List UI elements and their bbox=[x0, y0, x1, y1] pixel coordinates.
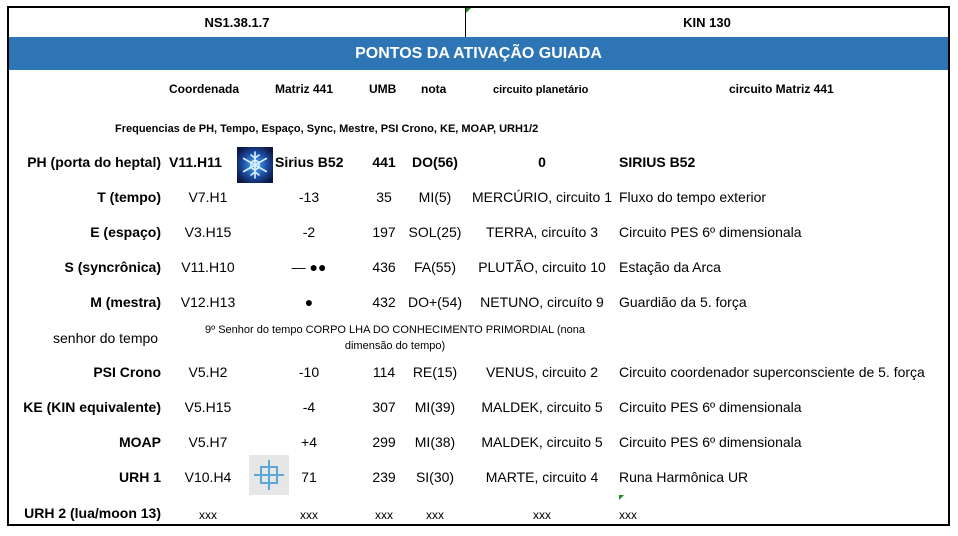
row-7-matriz[interactable]: -4 bbox=[302, 399, 316, 415]
comment-marker-icon bbox=[466, 8, 471, 13]
col-header-planetario[interactable]: circuito planetário bbox=[493, 84, 589, 96]
row-2-circuito[interactable]: Fluxo do tempo exterior bbox=[619, 189, 767, 205]
row-2-nota[interactable]: MI(5) bbox=[418, 189, 452, 205]
row-1-label[interactable]: PH (porta do heptal) bbox=[27, 154, 161, 170]
row-1-matriz[interactable]: Sirius B52 bbox=[275, 154, 344, 170]
row-4-circuito[interactable]: Estação da Arca bbox=[619, 259, 721, 275]
row-5-umb[interactable]: 432 bbox=[372, 294, 396, 310]
row-2-coord[interactable]: V7.H1 bbox=[188, 189, 228, 205]
row-1-nota[interactable]: DO(56) bbox=[412, 154, 458, 170]
row-7-planetario[interactable]: MALDEK, circuito 5 bbox=[481, 399, 603, 415]
row-4-coord[interactable]: V11.H10 bbox=[181, 259, 235, 275]
header-right-cell[interactable]: KIN 130 bbox=[683, 15, 731, 30]
row-6-planetario[interactable]: VENUS, circuito 2 bbox=[485, 364, 599, 380]
page-title: PONTOS DA ATIVAÇÃO GUIADA bbox=[9, 37, 948, 70]
row-3-label[interactable]: E (espaço) bbox=[90, 224, 161, 240]
row-10-umb[interactable]: xxx bbox=[375, 508, 393, 522]
row-8-umb[interactable]: 299 bbox=[372, 434, 396, 450]
row-10-planetario[interactable]: xxx bbox=[533, 508, 551, 522]
row-3-matriz[interactable]: -2 bbox=[302, 224, 316, 240]
row-8-circuito[interactable]: Circuito PES 6º dimensionala bbox=[619, 434, 802, 450]
row-1-circuito[interactable]: SIRIUS B52 bbox=[619, 154, 696, 170]
row-8-label[interactable]: MOAP bbox=[119, 434, 161, 450]
row-8-coord[interactable]: V5.H7 bbox=[188, 434, 228, 450]
senhor-label[interactable]: senhor do tempo bbox=[53, 330, 159, 346]
row-3-nota[interactable]: SOL(25) bbox=[408, 224, 462, 240]
row-4-matriz[interactable]: — ●● bbox=[291, 259, 327, 275]
row-5-matriz[interactable]: ● bbox=[304, 294, 314, 310]
row-10-matriz[interactable]: xxx bbox=[300, 508, 318, 522]
row-1-umb[interactable]: 441 bbox=[372, 154, 396, 170]
row-5-nota[interactable]: DO+(54) bbox=[407, 294, 463, 310]
sheet-frame bbox=[7, 6, 950, 526]
row-10-circuito[interactable]: xxx bbox=[619, 508, 637, 522]
row-9-matriz[interactable]: 71 bbox=[301, 469, 317, 485]
comment-marker-icon bbox=[619, 495, 624, 500]
row-3-planetario[interactable]: TERRA, circuíto 3 bbox=[485, 224, 599, 240]
row-8-planetario[interactable]: MALDEK, circuito 5 bbox=[481, 434, 603, 450]
row-5-circuito[interactable]: Guardião da 5. força bbox=[619, 294, 747, 310]
row-5-planetario[interactable]: NETUNO, circuíto 9 bbox=[480, 294, 604, 310]
row-9-coord[interactable]: V10.H4 bbox=[184, 469, 232, 485]
row-9-planetario[interactable]: MARTE, circuito 4 bbox=[485, 469, 599, 485]
row-3-coord[interactable]: V3.H15 bbox=[184, 224, 232, 240]
header-left-cell[interactable]: NS1.38.1.7 bbox=[9, 8, 466, 37]
row-2-planetario[interactable]: MERCÚRIO, circuito 1 bbox=[471, 189, 613, 205]
row-2-label[interactable]: T (tempo) bbox=[97, 189, 161, 205]
row-4-nota[interactable]: FA(55) bbox=[413, 259, 456, 275]
row-6-coord[interactable]: V5.H2 bbox=[188, 364, 228, 380]
row-7-circuito[interactable]: Circuito PES 6º dimensionala bbox=[619, 399, 802, 415]
row-5-label[interactable]: M (mestra) bbox=[90, 294, 161, 310]
row-6-umb[interactable]: 114 bbox=[372, 364, 396, 380]
row-9-label[interactable]: URH 1 bbox=[118, 469, 161, 485]
row-10-nota[interactable]: xxx bbox=[426, 508, 444, 522]
row-9-umb[interactable]: 239 bbox=[372, 469, 396, 485]
row-9-nota[interactable]: SI(30) bbox=[415, 469, 455, 485]
row-5-coord[interactable]: V12.H13 bbox=[180, 294, 236, 310]
row-7-coord[interactable]: V5.H15 bbox=[184, 399, 232, 415]
col-header-matriz[interactable]: Matriz 441 bbox=[275, 82, 334, 96]
col-header-nota[interactable]: nota bbox=[421, 82, 447, 96]
row-6-matriz[interactable]: -10 bbox=[298, 364, 320, 380]
row-4-umb[interactable]: 436 bbox=[372, 259, 396, 275]
row-7-umb[interactable]: 307 bbox=[372, 399, 396, 415]
row-8-nota[interactable]: MI(38) bbox=[414, 434, 456, 450]
row-8-matriz[interactable]: +4 bbox=[301, 434, 317, 450]
row-6-circuito[interactable]: Circuito coordenador superconsciente de 5. força bbox=[619, 364, 925, 380]
col-header-circuito-matriz[interactable]: circuito Matriz 441 bbox=[729, 82, 834, 96]
row-3-circuito[interactable]: Circuito PES 6º dimensionala bbox=[619, 224, 802, 240]
row-3-umb[interactable]: 197 bbox=[372, 224, 396, 240]
row-6-nota[interactable]: RE(15) bbox=[412, 364, 458, 380]
col-header-umb[interactable]: UMB bbox=[369, 82, 397, 96]
row-10-coord[interactable]: xxx bbox=[199, 508, 217, 522]
row-7-label[interactable]: KE (KIN equivalente) bbox=[23, 399, 161, 415]
row-2-umb[interactable]: 35 bbox=[376, 189, 392, 205]
row-1-coord[interactable]: V11.H11 bbox=[169, 154, 222, 170]
row-4-planetario[interactable]: PLUTÃO, circuito 10 bbox=[478, 259, 606, 275]
row-2-matriz[interactable]: -13 bbox=[298, 189, 320, 205]
row-10-label[interactable]: URH 2 (lua/moon 13) bbox=[24, 505, 161, 521]
row-7-nota[interactable]: MI(39) bbox=[414, 399, 456, 415]
row-6-label[interactable]: PSI Crono bbox=[93, 364, 161, 380]
row-9-circuito[interactable]: Runa Harmônica UR bbox=[619, 469, 749, 485]
row-1-planetario[interactable]: 0 bbox=[538, 154, 546, 170]
frequencies-text[interactable]: Frequencias de PH, Tempo, Espaço, Sync, Mestre, PSI Crono, KE, MOAP, URH1/2 bbox=[115, 123, 539, 135]
snowflake-glyph-icon bbox=[237, 147, 273, 183]
col-header-coordenada[interactable]: Coordenada bbox=[169, 82, 240, 96]
senhor-note[interactable]: 9º Senhor do tempo CORPO LHA DO CONHECIMENTO PRIMORDIAL (nona dimensão do tempo) bbox=[205, 324, 585, 352]
row-4-label[interactable]: S (syncrônica) bbox=[64, 259, 161, 275]
